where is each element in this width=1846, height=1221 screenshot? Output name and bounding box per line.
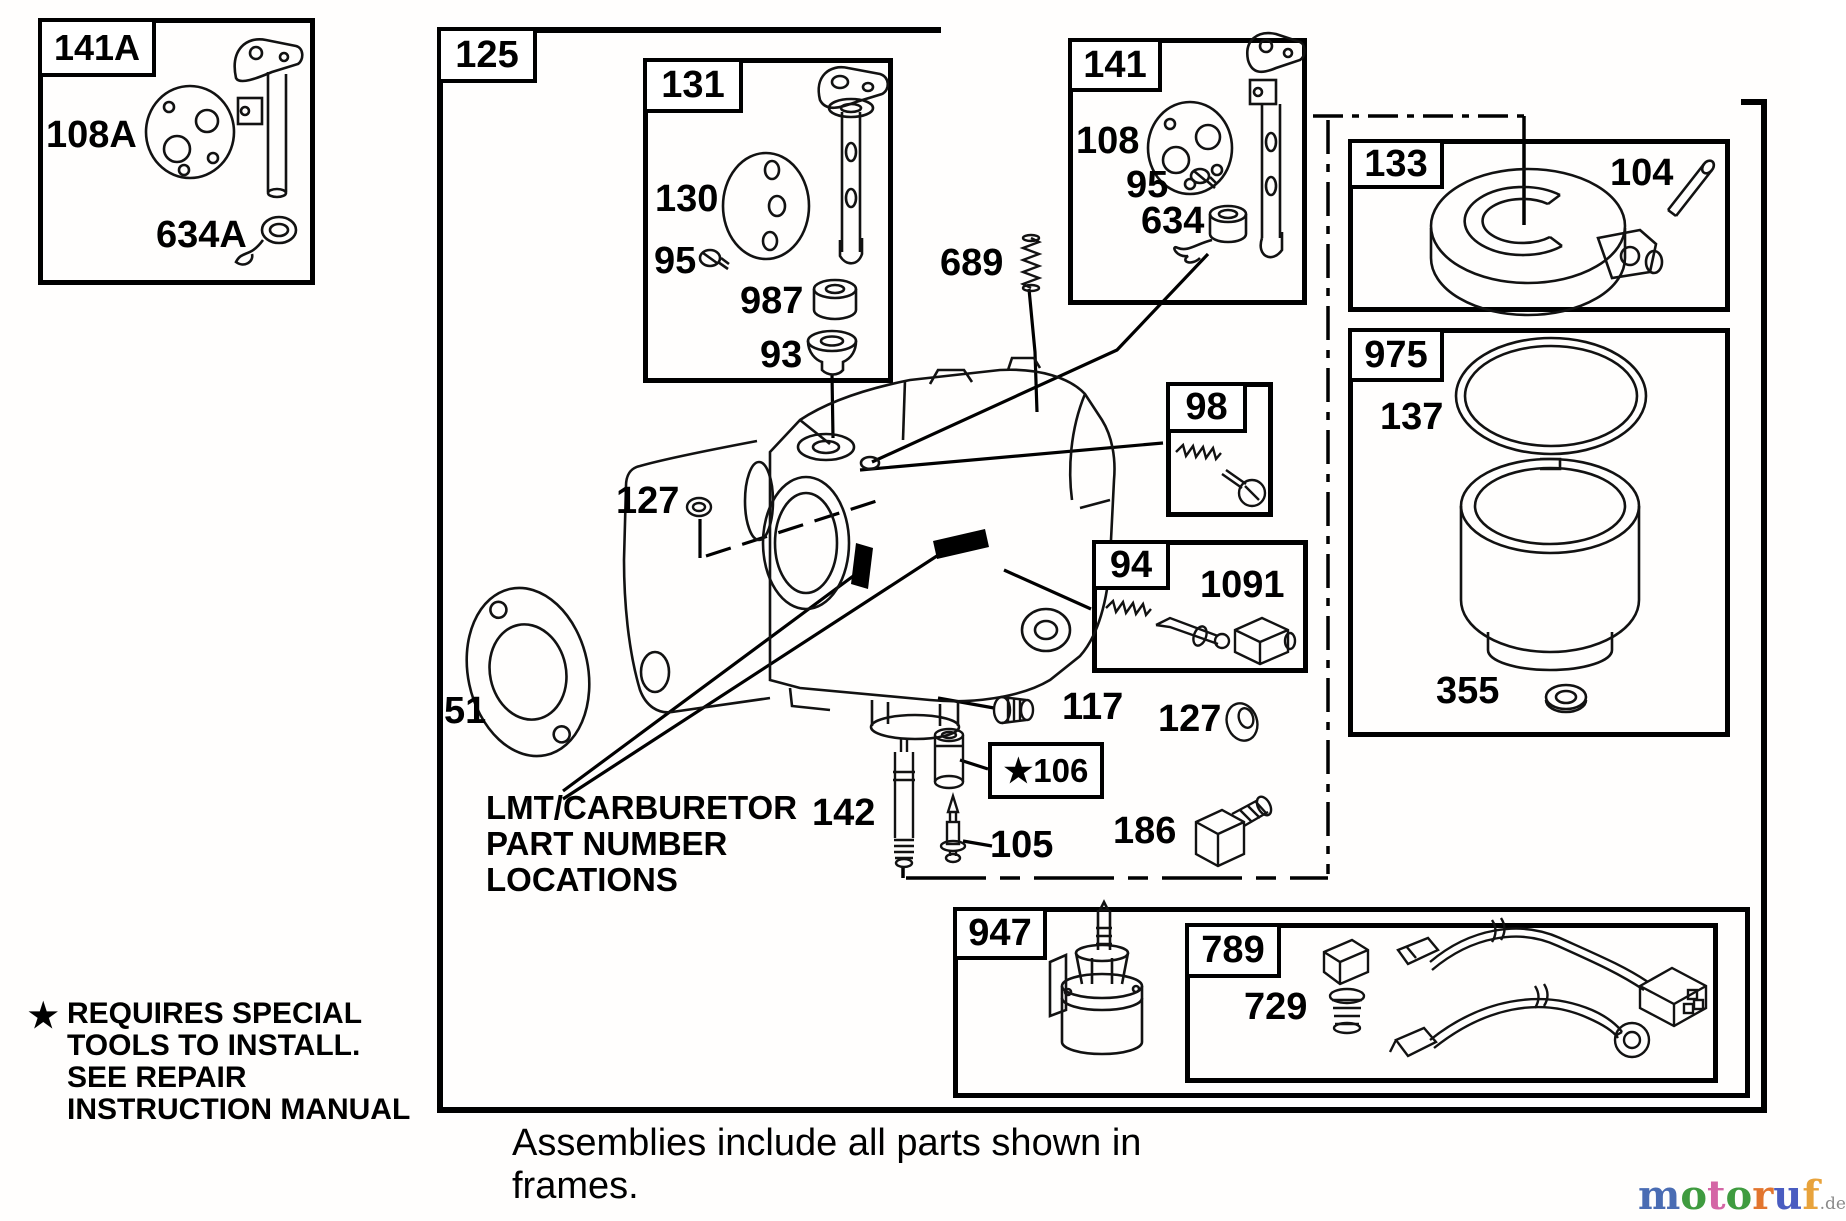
frame-label-141: 141 — [1068, 38, 1162, 92]
gasket-51-drawing — [452, 576, 605, 767]
screw-95-131-drawing — [700, 250, 729, 269]
footnote-line: INSTRUCTION MANUAL — [67, 1093, 411, 1126]
fuel-bowl-drawing — [1461, 459, 1639, 670]
frame-label-133: 133 — [1348, 139, 1444, 189]
part-label-130: 130 — [655, 178, 719, 220]
spring-689-drawing — [1023, 235, 1039, 291]
wire-harness-drawing — [1390, 918, 1706, 1057]
float-needle-105-drawing — [941, 796, 965, 862]
part-label-93: 93 — [760, 334, 803, 376]
part-label-1091: 1091 — [1200, 564, 1285, 606]
part-label-95: 95 — [1126, 164, 1169, 206]
part-label-108A: 108A — [46, 114, 137, 156]
bushing-987-drawing — [814, 280, 856, 319]
emulsion-tube-142-drawing — [893, 738, 915, 867]
part-label-634: 634 — [1141, 200, 1205, 242]
throttle-shaft-131-drawing — [819, 67, 888, 263]
footnote-line: REQUIRES SPECIAL — [67, 997, 363, 1030]
motoruf-logo-letter: r — [1752, 1172, 1774, 1219]
seal-127-right-drawing — [1222, 699, 1262, 744]
washer-355-drawing — [1546, 685, 1586, 712]
part-label-634A: 634A — [156, 214, 247, 256]
part-label-689: 689 — [940, 242, 1004, 284]
lmt-marker-bars — [851, 529, 989, 589]
part-label-729: 729 — [1244, 986, 1308, 1028]
frame-label-947: 947 — [953, 907, 1047, 960]
lever-141-drawing — [1247, 33, 1304, 257]
part-label-108: 108 — [1076, 120, 1140, 162]
motoruf-logo-letter: o — [1680, 1172, 1708, 1219]
motoruf-watermark — [1638, 1172, 1846, 1219]
assemblies-caption — [512, 1122, 1141, 1208]
part-label-127: 127 — [1158, 698, 1222, 740]
part-label-987: 987 — [740, 280, 804, 322]
cap-93-drawing — [808, 331, 856, 375]
caption-line: frames. — [512, 1165, 639, 1207]
frame-label-131: 131 — [643, 58, 743, 113]
frame-label-98: 98 — [1166, 382, 1247, 433]
frame-label-106: ★106 — [988, 742, 1104, 799]
part-label-95: 95 — [654, 240, 697, 282]
needle-kit-1091-drawing — [1106, 601, 1295, 664]
lmt-note-line: LOCATIONS — [486, 861, 678, 898]
motoruf-logo-letter: o — [1725, 1172, 1753, 1219]
part-label-142: 142 — [812, 792, 876, 834]
part-label-117: 117 — [1062, 686, 1124, 728]
elbow-fitting-186-drawing — [1196, 794, 1274, 866]
motoruf-logo-suffix: .de — [1819, 1194, 1846, 1214]
motoruf-logo-text — [1638, 1172, 1820, 1219]
seal-127-left-drawing — [687, 498, 711, 516]
part-label-51: 51 — [444, 690, 487, 732]
lmt-location-note — [486, 790, 797, 898]
bowl-oring-137-drawing — [1456, 338, 1646, 454]
motoruf-logo-letter: t — [1707, 1172, 1726, 1219]
part-label-186: 186 — [1113, 810, 1177, 852]
idle-screw-98-drawing — [1176, 445, 1265, 506]
frame-label-141A: 141A — [38, 18, 156, 77]
frame-label-125: 125 — [437, 27, 537, 83]
motoruf-logo-letter: m — [1638, 1172, 1681, 1219]
frame-label-975: 975 — [1348, 328, 1444, 382]
part-label-105: 105 — [990, 824, 1054, 866]
special-tools-footnote — [28, 998, 410, 1126]
hinge-pin-104-drawing — [1668, 158, 1716, 216]
choke-plate-130-drawing — [723, 153, 809, 259]
frame-label-789: 789 — [1185, 923, 1281, 978]
lmt-note-line: LMT/CARBURETOR — [486, 789, 798, 826]
motoruf-logo-letter: f — [1802, 1172, 1820, 1219]
part-label-127: 127 — [616, 480, 680, 522]
fuel-solenoid-947-drawing — [1050, 902, 1142, 1054]
star-icon: ★ — [28, 997, 59, 1035]
lmt-note-line: PART NUMBER — [486, 825, 728, 862]
lever-141a-drawing — [235, 39, 303, 197]
caption-line: Assemblies include all parts shown in — [512, 1122, 1142, 1164]
choke-plate-141a-drawing — [146, 86, 234, 178]
part-label-104: 104 — [1610, 152, 1674, 194]
terminal-729-drawing — [1324, 940, 1368, 1033]
footnote-line: TOOLS TO INSTALL. — [67, 1029, 361, 1062]
part-label-355: 355 — [1436, 670, 1500, 712]
motoruf-logo-letter: u — [1773, 1172, 1803, 1219]
part-label-137: 137 — [1380, 396, 1444, 438]
footnote-line: SEE REPAIR — [67, 1061, 247, 1094]
bushing-117-drawing — [994, 697, 1033, 723]
frame-label-94: 94 — [1092, 540, 1170, 590]
